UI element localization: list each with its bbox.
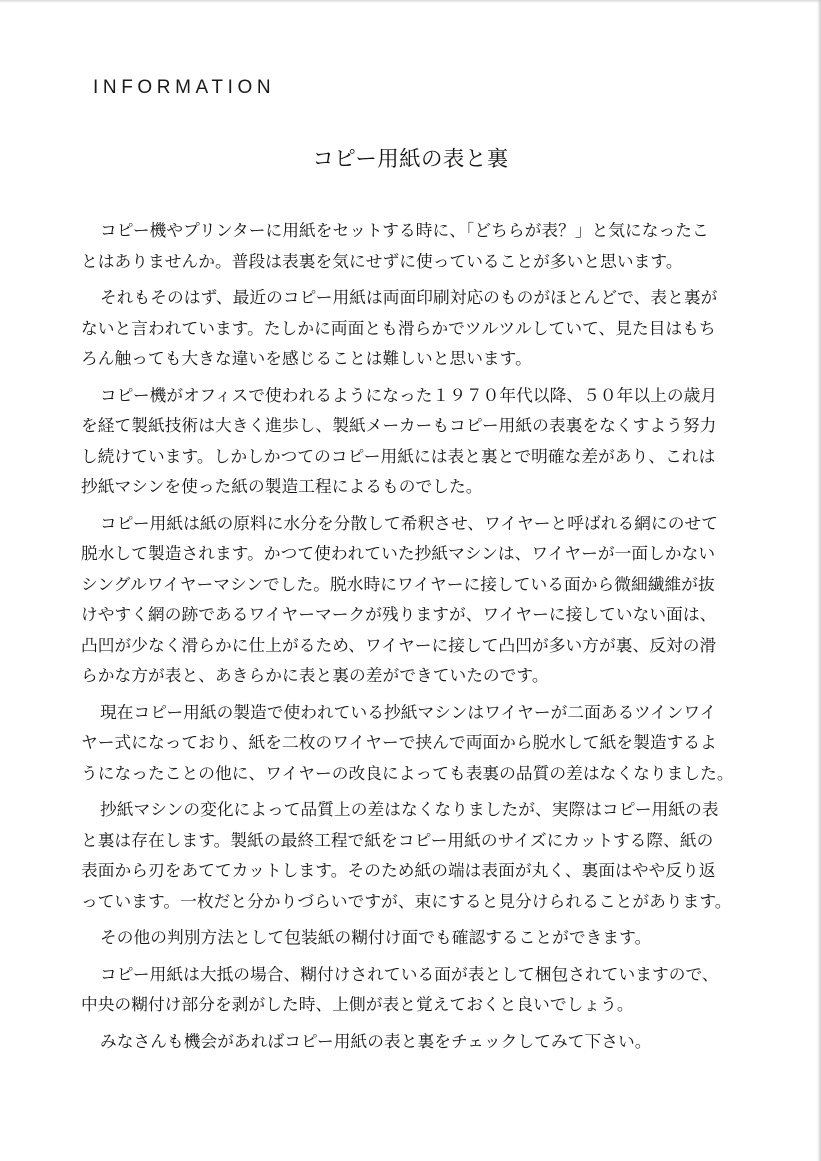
paragraph-line: 凸凹が少なく滑らかに仕上がるため、ワイヤーに接して凸凹が多い方が裏、反対の滑 (81, 634, 717, 655)
paragraph-line: みなさんも機会があればコピー用紙の表と裏をチェックしてみて下さい。 (100, 1030, 652, 1051)
section-label: INFORMATION (93, 77, 276, 98)
paragraph-4 (81, 508, 751, 691)
paragraph-line: っています。一枚だと分かりづらいですが、束にすると見分けられることがあります。 (81, 890, 732, 911)
paragraph-line: 抄紙マシンの変化によって品質上の差はなくなりましたが、実際はコピー用紙の表 (100, 799, 719, 819)
paragraph-8 (81, 959, 751, 1020)
paragraph-line: シングルワイヤーマシンでした。脱水時にワイヤーに接している面から微細繊維が抜 (81, 573, 715, 594)
scan-edge-right (817, 0, 821, 1161)
paragraph-line: 抄紙マシンを使った紙の製造工程によるものでした。 (81, 476, 483, 496)
paragraph-5 (81, 697, 751, 789)
paragraph-3 (81, 380, 751, 502)
paragraph-line: コピー用紙は大抵の場合、糊付けされている面が表として梱包されていますので、 (100, 963, 719, 984)
paragraph-line: コピー機やプリンターに用紙をセットする時に、「どちらが表？」と気になったこ (100, 220, 709, 240)
paragraph-line: らかな方が表と、あきらかに表と裏の差ができていたのです。 (81, 665, 549, 685)
paragraph-9 (81, 1026, 751, 1057)
paragraph-line: とはありませんか。普段は表裏を気にせずに使っていることが多いと思います。 (81, 250, 683, 271)
paragraph-line: を経て製紙技術は大きく進歩し、製紙メーカーもコピー用紙の表裏をなくすよう努力 (81, 415, 717, 435)
document-title: コピー用紙の表と裏 (312, 147, 509, 172)
paragraph-line: ないと言われています。たしかに両面とも滑らかでツルツルしていて、見た目はもち (81, 317, 716, 338)
paragraph-line: コピー機がオフィスで使われるようになった１９７０年代以降、５０年以上の歳月 (100, 384, 718, 405)
paragraph-line: コピー用紙は紙の原料に水分を分散して希釈させ、ワイヤーと呼ばれる網にのせて (100, 512, 718, 533)
paragraph-2 (81, 282, 751, 374)
paragraph-line: けやすく網の跡であるワイヤーマークが残りますが、ワイヤーに接していない面は、 (81, 604, 717, 624)
paragraph-line: 中央の糊付け部分を剥がした時、上側が表と覚えておくと良いでしょう。 (81, 994, 634, 1014)
article-body (81, 215, 751, 1056)
paragraph-line: 表面から刃をあててカットします。そのため紙の端は表面が丸く、裏面はやや反り返 (81, 860, 716, 880)
paragraph-line: それもそのはず、最近のコピー用紙は両面印刷対応のものがほとんどで、表と裏が (100, 287, 718, 307)
paragraph-6 (81, 794, 751, 916)
paragraph-line: 現在コピー用紙の製造で使われている抄紙マシンはワイヤーが二面あるツインワイ (100, 701, 717, 722)
paragraph-line: ヤー式になっており、紙を二枚のワイヤーで挟んで両面から脱水して紙を製造するよ (81, 732, 717, 752)
paragraph-line: その他の判別方法として包装紙の糊付け面でも確認することができます。 (100, 927, 652, 947)
paragraph-line: ろん触っても大きな違いを感じることは難しいと思います。 (81, 348, 532, 368)
paragraph-line: と裏は存在します。製紙の最終工程で紙をコピー用紙のサイズにカットする際、紙の (81, 829, 714, 850)
paragraph-7 (81, 922, 751, 953)
scan-edge-top (0, 0, 821, 3)
paragraph-1 (81, 215, 751, 276)
paragraph-line: 脱水して製造されます。かつて使われていた抄紙マシンは、ワイヤーが一面しかない (81, 543, 716, 563)
paragraph-line: し続けています。しかしかつてのコピー用紙には表と裏とで明確な差があり、これは (81, 445, 716, 466)
paragraph-line: うになったことの他に、ワイヤーの改良によっても表裏の品質の差はなくなりました。 (81, 762, 734, 783)
